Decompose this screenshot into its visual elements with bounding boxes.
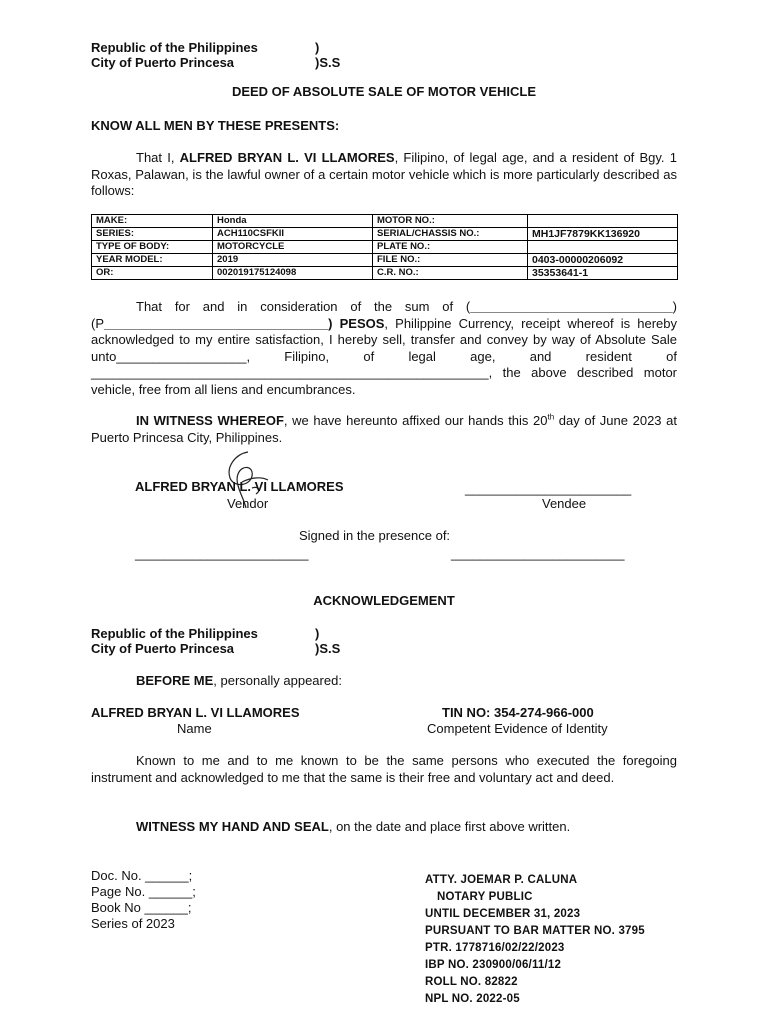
notary-ibp: IBP NO. 230900/06/11/12 bbox=[425, 959, 562, 971]
vehicle-field-value: Honda bbox=[213, 215, 373, 228]
header-ss: )S.S bbox=[315, 55, 341, 70]
consideration-text-3: , Philippine Currency, receipt whereof is hereby acknowledged to my entire satisfaction, I hereby sell, transfer and convey by way of Absolute Sale unto__________________, Filipino, of legal age, and resident of _______________________________________________________, the above described motor vehicle, free from all liens and encumbrances. bbox=[91, 315, 677, 397]
doc-no: Doc. No. ______; bbox=[91, 868, 193, 883]
vehicle-field-value: 35353641-1 bbox=[528, 267, 678, 280]
intro-text-2: , Filipino, of legal age, and a resident of Bgy. 1 Roxas, Palawan, is the lawful owner of a certain motor vehicle which is more particularly described as follows: bbox=[91, 150, 677, 198]
witness-text-1: , we have hereunto affixed our hands this 20 bbox=[283, 413, 548, 428]
header-paren: ) bbox=[315, 40, 320, 55]
seal-text: , on the date and place first above written. bbox=[328, 819, 571, 834]
before-me: BEFORE ME bbox=[136, 673, 214, 688]
appearer-name: ALFRED BRYAN L. VI LLAMORES bbox=[91, 705, 300, 720]
header-city: City of Puerto Princesa bbox=[91, 55, 235, 70]
notary-npl: NPL NO. 2022-05 bbox=[425, 993, 520, 1005]
notary-title: NOTARY PUBLIC bbox=[437, 891, 533, 903]
vehicle-field-label: TYPE OF BODY: bbox=[92, 241, 213, 254]
amount-figure-blank: _______________________________ bbox=[104, 315, 329, 331]
vehicle-field-label: YEAR MODEL: bbox=[92, 254, 213, 267]
before-me-text: , personally appeared: bbox=[213, 673, 342, 688]
vehicle-field-label: MAKE: bbox=[92, 215, 213, 228]
witness-line-1: ________________________ bbox=[135, 546, 309, 561]
vehicle-field-label: SERIES: bbox=[92, 228, 213, 241]
notary-name: ATTY. JOEMAR P. CALUNA bbox=[425, 874, 578, 886]
vendor-name: ALFRED BRYAN L. VI LLAMORES bbox=[135, 479, 344, 494]
book-no: Book No ______; bbox=[91, 900, 192, 915]
witness-line-2: ________________________ bbox=[451, 546, 625, 561]
day-suffix: th bbox=[547, 412, 555, 422]
vehicle-field-label: PLATE NO.: bbox=[373, 241, 528, 254]
vehicle-field-label: MOTOR NO.: bbox=[373, 215, 528, 228]
witness-paragraph bbox=[91, 413, 677, 446]
acknowledgement-title: ACKNOWLEDGEMENT bbox=[313, 593, 455, 608]
presence-text: Signed in the presence of: bbox=[299, 528, 451, 543]
header-republic: Republic of the Philippines bbox=[91, 40, 258, 55]
witness-whereof: IN WITNESS WHEREOF bbox=[136, 413, 284, 428]
known-paragraph: Known to me and to me known to be the same persons who executed the foregoing instrument and acknowledged to me that the same is their free and voluntary act and deed. bbox=[91, 753, 677, 785]
vendee-signature-line: _______________________ bbox=[465, 481, 632, 496]
vehicle-field-label: SERIAL/CHASSIS NO.: bbox=[373, 228, 528, 241]
notary-bar-matter: PURSUANT TO BAR MATTER NO. 3795 bbox=[425, 925, 645, 937]
vehicle-field-value: MH1JF7879KK136920 bbox=[528, 228, 678, 241]
consideration-text-2: ) (P bbox=[91, 299, 677, 331]
vehicle-field-value: MOTORCYCLE bbox=[213, 241, 373, 254]
consideration-text-1: That for and in consideration of the sum of ( bbox=[136, 299, 471, 314]
owner-name: ALFRED BRYAN L. VI LLAMORES bbox=[179, 150, 395, 165]
name-label: Name bbox=[177, 721, 212, 736]
seal-line bbox=[136, 819, 570, 834]
vehicle-field-value bbox=[528, 215, 678, 228]
notary-commission: UNTIL DECEMBER 31, 2023 bbox=[425, 908, 581, 920]
tin-number: TIN NO: 354-274-966-000 bbox=[442, 705, 594, 720]
vehicle-field-label: OR: bbox=[92, 267, 213, 280]
pesos-label: ) PESOS bbox=[328, 315, 385, 331]
vehicle-field-value: 0403-00000206092 bbox=[528, 254, 678, 267]
ack-ss: )S.S bbox=[315, 641, 341, 656]
intro-paragraph bbox=[91, 150, 677, 200]
vehicle-field-label: FILE NO.: bbox=[373, 254, 528, 267]
consideration-paragraph bbox=[91, 299, 677, 398]
ack-city: City of Puerto Princesa bbox=[91, 641, 235, 656]
ack-paren: ) bbox=[315, 626, 320, 641]
ack-republic: Republic of the Philippines bbox=[91, 626, 258, 641]
notary-ptr: PTR. 1778716/02/22/2023 bbox=[425, 942, 565, 954]
vehicle-field-value: ACH110CSFKII bbox=[213, 228, 373, 241]
series-year: Series of 2023 bbox=[91, 916, 175, 931]
document-title: DEED OF ABSOLUTE SALE OF MOTOR VEHICLE bbox=[231, 84, 537, 99]
page-no: Page No. ______; bbox=[91, 884, 196, 899]
intro-text-1: That I, bbox=[136, 150, 180, 165]
vehicle-field-value: 2019 bbox=[213, 254, 373, 267]
vehicle-field-value: 002019175124098 bbox=[213, 267, 373, 280]
vehicle-row bbox=[92, 228, 678, 241]
notary-roll: ROLL NO. 82822 bbox=[425, 976, 518, 988]
vehicle-field-value bbox=[528, 241, 678, 254]
witness-text-2: day of June 2023 at Puerto Princesa City, Philippines. bbox=[91, 413, 677, 445]
vehicle-row bbox=[92, 241, 678, 254]
vendee-label: Vendee bbox=[542, 496, 587, 511]
vehicle-row bbox=[92, 215, 678, 228]
vehicle-table bbox=[91, 214, 678, 280]
vehicle-row bbox=[92, 267, 678, 280]
evidence-label: Competent Evidence of Identity bbox=[427, 721, 608, 736]
amount-words-blank: ____________________________ bbox=[470, 299, 673, 314]
vehicle-row bbox=[92, 254, 678, 267]
witness-hand-seal: WITNESS MY HAND AND SEAL bbox=[136, 819, 329, 834]
vendor-label: Vendor bbox=[227, 496, 269, 511]
vehicle-field-label: C.R. NO.: bbox=[373, 267, 528, 280]
know-all-heading: KNOW ALL MEN BY THESE PRESENTS: bbox=[91, 118, 340, 133]
before-me-line bbox=[136, 673, 342, 688]
